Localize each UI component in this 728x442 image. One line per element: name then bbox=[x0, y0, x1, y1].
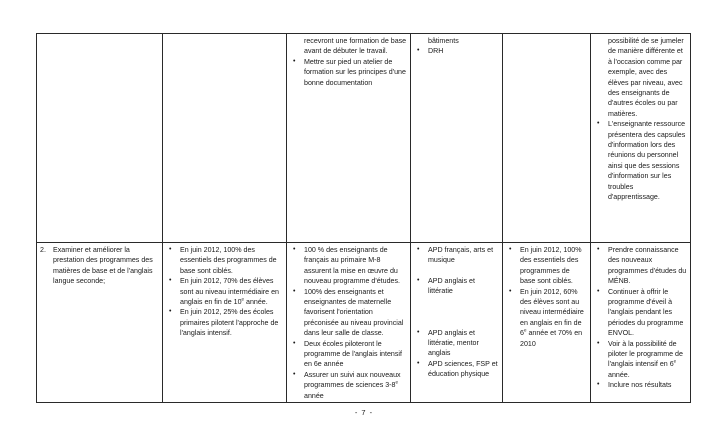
cell-objective bbox=[37, 34, 163, 243]
cell-resources bbox=[411, 34, 503, 243]
cell-actions bbox=[287, 243, 411, 403]
list-item: possibilité de se jumeler de manière différente et à l'occasion comme par exemple, avec des élèves par niveau, avec des enseignants de d'autres écoles ou par matières. bbox=[608, 37, 684, 118]
list-item: • En juin 2012, 60% des élèves sont au niveau intermédiaire en anglais en fin de 6e année et 70% en 2010 bbox=[506, 287, 587, 349]
list-item: • 100 % des enseignants de français au primaire M-8 assurent la mise en œuvre du nouveau programme d'études. bbox=[290, 245, 407, 287]
list-item: • L'enseignante ressource présentera des capsules d'information lors des réunions du personnel ainsi que des sessions d'information sur les troubles d'apprentissage. bbox=[594, 119, 687, 202]
list-item: • APD anglais et littératie, mentor anglais bbox=[414, 328, 499, 359]
cell-resources bbox=[411, 243, 503, 403]
list-item: • APD français, arts et musique bbox=[414, 245, 499, 266]
action-plan-table bbox=[36, 33, 691, 403]
list-item: • APD sciences, FSP et éducation physique bbox=[414, 359, 499, 380]
page-number: - 7 - bbox=[354, 408, 374, 417]
table-row-objective-2 bbox=[37, 243, 691, 403]
objective-text: Examiner et améliorer la prestation des programmes des matières de base et de l'anglais langue seconde; bbox=[53, 246, 153, 286]
list-item: • En juin 2012, 25% des écoles primaires pilotent l'approche de l'anglais intensif. bbox=[166, 307, 283, 338]
list-item: recevront une formation de base avant de débuter le travail. bbox=[304, 37, 407, 56]
cell-indicators bbox=[163, 34, 287, 243]
cell-indicators bbox=[163, 243, 287, 403]
list-item: • APD anglais et littératie bbox=[414, 276, 499, 297]
list-item: • Prendre connaissance des nouveaux programmes d'études du MÉNB. bbox=[594, 245, 687, 287]
cell-followup bbox=[591, 34, 691, 243]
list-item: • Inclure nos résultats bbox=[594, 380, 687, 390]
cell-objective bbox=[37, 243, 163, 403]
cell-actions bbox=[287, 34, 411, 243]
list-item: • Voir à la possibilité de piloter le programme de l'anglais intensif en 6e année. bbox=[594, 339, 687, 381]
table-row-continuation bbox=[37, 34, 691, 243]
list-item: • Mettre sur pied un atelier de formation sur les principes d'une bonne documentation bbox=[290, 57, 407, 88]
cell-results bbox=[503, 243, 591, 403]
list-item: • 100% des enseignants et enseignantes de maternelle favorisent l'orientation préconisée au niveau provincial dans leur salle de classe. bbox=[290, 287, 407, 339]
cell-results bbox=[503, 34, 591, 243]
list-item: bâtiments bbox=[428, 37, 459, 45]
objective-number: 2. bbox=[40, 246, 46, 254]
cell-followup bbox=[591, 243, 691, 403]
list-item: • Deux écoles piloteront le programme de l'anglais intensif en 6e année bbox=[290, 339, 407, 370]
list-item: • En juin 2012, 100% des essentiels des programmes de base sont ciblés. bbox=[166, 245, 283, 276]
list-item: • Assurer un suivi aux nouveaux programmes de sciences 3-8e année bbox=[290, 370, 407, 401]
list-item: • En juin 2012, 70% des élèves sont au niveau intermédiaire en anglais en fin de 10e année. bbox=[166, 276, 283, 307]
list-item: • En juin 2012, 100% des essentiels des programmes de base sont ciblés. bbox=[506, 245, 587, 287]
list-item: • Continuer à offrir le programme d'éveil à l'anglais pendant les périodes du programme ENVOL. bbox=[594, 287, 687, 339]
list-item: • DRH bbox=[414, 46, 499, 56]
